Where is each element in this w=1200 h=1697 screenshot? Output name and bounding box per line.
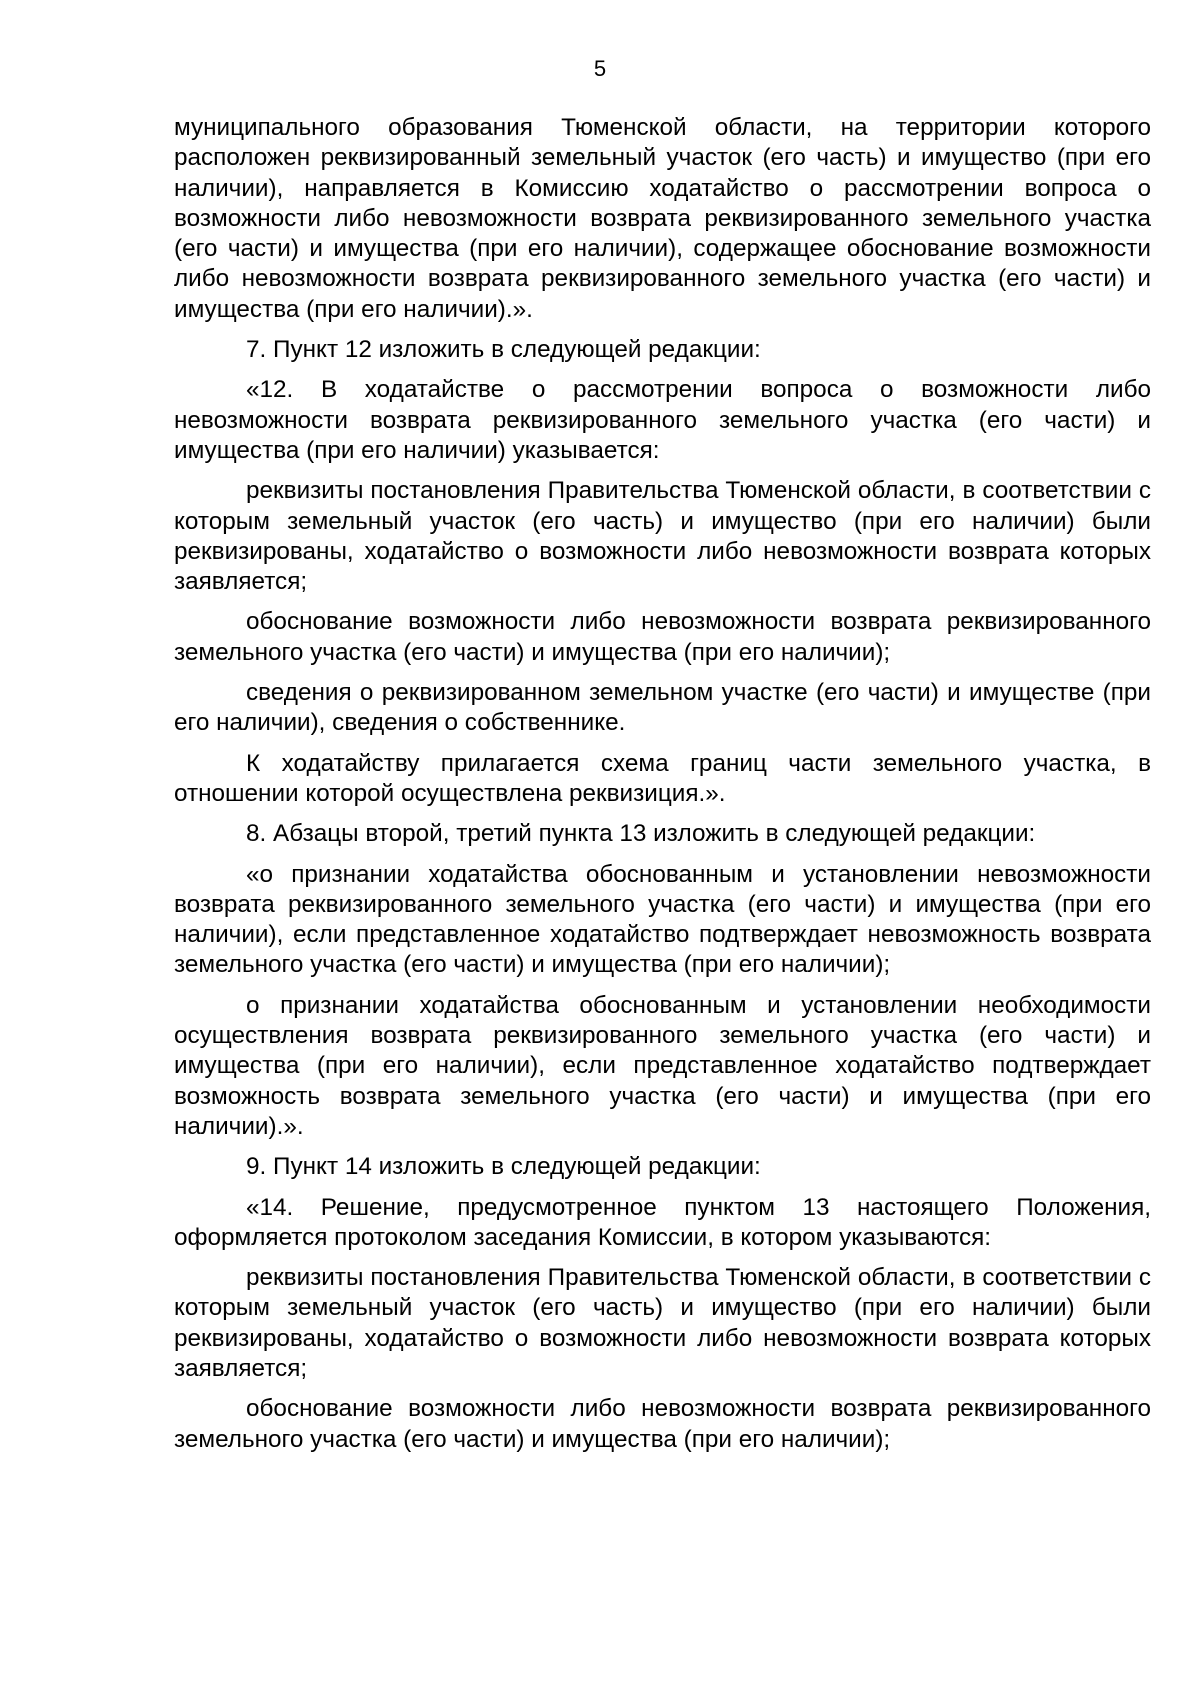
document-body [174, 113, 1151, 1455]
paragraph-point-12: «12. В ходатайстве о рассмотрении вопроса о возможности либо невозможности возврата реквизированного земельного участка (его части) и имущества (при его наличии) указывается: [174, 376, 1151, 464]
paragraph-requisites: реквизиты постановления Правительства Тюменской области, в соответствии с которым земельный участок (его часть) и имущество (при его наличии) были реквизированы, ходатайство о возможности либо невозможности возврата которых заявляется; [174, 477, 1151, 596]
paragraph-item-7: 7. Пункт 12 изложить в следующей редакции: [246, 336, 761, 364]
paragraph-justification-2: обоснование возможности либо невозможности возврата реквизированного земельного участка (его части) и имущества (при его наличии); [174, 1395, 1151, 1453]
paragraph-item-8: 8. Абзацы второй, третий пункта 13 изложить в следующей редакции: [246, 820, 1036, 848]
paragraph-item-9: 9. Пункт 14 изложить в следующей редакции: [246, 1153, 761, 1181]
paragraph-continuation: муниципального образования Тюменской области, на территории которого расположен реквизированный земельный участок (его часть) и имущество (при его наличии), направляется в Комиссию ходатайство о рассмотрении вопроса о возможности либо невозможности возврата реквизированного земельного участка (его части) и имущества (при его наличии), содержащее обоснование возможности либо невозможности возврата реквизированного земельного участка (его части) и имущества (при его наличии).». [174, 114, 1151, 323]
paragraph-owner-info: сведения о реквизированном земельном участке (его части) и имуществе (при его наличии), сведения о собственнике. [174, 679, 1151, 737]
paragraph-requisites-2: реквизиты постановления Правительства Тюменской области, в соответствии с которым земельный участок (его часть) и имущество (при его наличии) были реквизированы, ходатайство о возможности либо невозможности возврата которых заявляется; [174, 1264, 1151, 1382]
paragraph-impossibility: «о признании ходатайства обоснованным и установлении невозможности возврата реквизированного земельного участка (его части) и имущества (при его наличии), если представленное ходатайство подтверждает невозможность возврата земельного участка (его части) и имущества (при его наличии); [174, 860, 1151, 979]
paragraph-necessity: о признании ходатайства обоснованным и установлении необходимости осуществления возврата реквизированного земельного участка (его части) и имущества (при его наличии), если представленное ходатайство подтверждает возможность возврата земельного участка (его части) и имущества (при его наличии).». [174, 991, 1151, 1140]
page-number: 5 [593, 56, 607, 81]
paragraph-justification: обоснование возможности либо невозможности возврата реквизированного земельного участка (его части) и имущества (при его наличии); [174, 608, 1151, 666]
paragraph-point-14: «14. Решение, предусмотренное пунктом 13 настоящего Положения, оформляется протоколом заседания Комиссии, в котором указываются: [174, 1193, 1151, 1251]
paragraph-attachment: К ходатайству прилагается схема границ части земельного участка, в отношении которой осуществлена реквизиция.». [174, 749, 1151, 807]
